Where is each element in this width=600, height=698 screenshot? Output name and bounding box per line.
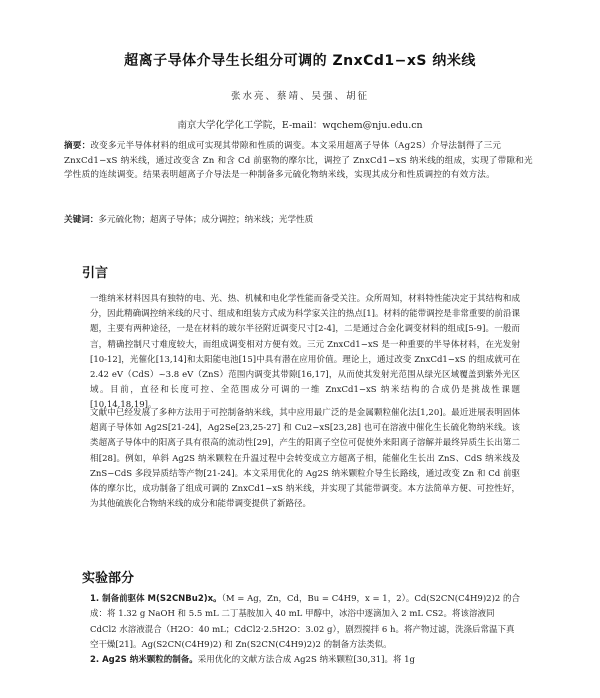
experimental-item-label: 1. 制备前驱体 M(S2CNBu2)x。 [90,594,222,604]
affiliation: 南京大学化学化工学院，E-mail：wqchem@nju.edu.cn [177,120,423,131]
intro-paragraph-2: 文献中已经发展了多种方法用于可控制备纳米线，其中应用最广泛的是金属颗粒催化法[1,20]。最近进展表明固体超离子导体如 Ag2S[21-24]，Ag2Se[23,25-27] 和 Cu2−xS[23,28] 也可在溶液中催化生长硫化物纳米线。该类超离子导体中的阳离子具有很高的流动性[29]，产生的阳离子空位可促使外来阳离子溶解并最终异质生长出第二相[28]。例如，单斜 Ag2S 纳米颗粒在升温过程中会转变成立方超离子相，能催化生长出 ZnS、CdS 纳米线及 ZnS−CdS 多段异质结等产物[21-24]。本文采用优化的 Ag2S 纳米颗粒介导生长路线，通过改变 Zn 和 Cd 前驱体的摩尔比，成功制备了组成可调的 ZnxCd1−xS 纳米线，并实现了其能带调变。本方法简单方便、可控性好，为其他硫族化合物纳米线的成分和能带调变提供了新路径。 [90,408,520,510]
experimental-item-text: 采用优化的文献方法合成 Ag2S 纳米颗粒[30,31]。将 1g [197,655,415,666]
section-heading-experimental: 实验部分 [82,571,135,586]
experimental-item [90,592,520,653]
experimental-item-label: 2. Ag2S 纳米颗粒的制备。 [90,655,198,666]
abstract [64,139,540,183]
abstract-text: 改变多元半导体材料的组成可实现其带隙和性质的调变。本文采用超离子导体（Ag2S）介导法制得了三元 ZnxCd1−xS 纳米线，通过改变含 Zn 和含 Cd 前驱物的摩尔比，调控了 ZnxCd1−xS 纳米线的组成，实现了带隙和光学性质的连续调变。结果表明超离子介导法是一种制备多元硫化物纳米线，实现其成分和性质调控的有效方法。 [64,141,533,180]
section-heading-introduction: 引言 [82,266,109,281]
keywords [64,213,540,225]
intro-paragraph-1: 一维纳米材料因具有独特的电、光、热、机械和电化学性能而备受关注。众所周知，材料特性能决定于其结构和成分，因此精确调控纳米线的尺寸、组成和组装方式成为科学家关注的热点[1]。材料的能带调控是非常重要的前沿课题，主要有两种途径，一是在材料的玻尔半径附近调变尺寸[2-4]，二是通过合金化调变材料的组成[5-9]。一般而言，精确控制尺寸难度较大，而组成调变相对方便有效。三元 ZnxCd1−xS 是一种重要的半导体材料，在光发射[10-12]，光催化[13,14]和太阳能电池[15]中具有潜在应用价值。理论上，通过改变 ZnxCd1−xS 的组成就可在 2.42 eV（CdS）~3.8 eV（ZnS）范围内调变其带隙[16,17]，从而使其发射光范围从绿光区域覆盖到紫外光区域。目前，直径和长度可控、全范围成分可调的一维 ZnxCd1−xS 纳米结构的合成仍是挑战性课题[10,14,18,19]。 [90,294,520,411]
experimental-item-text: （M = Ag，Zn，Cd，Bu = C4H9，x = 1，2）。Cd(S2CN(C4H9)2)2 的合成：将 1.32 g NaOH 和 5.5 mL 二丁基胺加入 40 mL 甲醇中，冰浴中逐滴加入 2 mL CS2。将该溶液同 CdCl2 水溶液混合（H2O：40 mL；CdCl2·2.5H2O：3.02 g），剧烈搅拌 6 h。将产物过滤，洗涤后常温下真空干燥[21]。Ag(S2CN(C4H9)2) 和 Zn(S2CN(C4H9)2)2 的制备方法类似。 [90,594,520,650]
experimental-item [90,653,520,668]
experimental-items [90,592,520,668]
keywords-text: 多元硫化物；超离子导体；成分调控；纳米线；光学性质 [98,215,314,225]
abstract-label: 摘要： [64,141,91,151]
keywords-label: 关键词： [64,215,99,225]
paper-title: 超离子导体介导生长组分可调的 ZnxCd1−xS 纳米线 [124,53,476,69]
author-list: 张水亮、蔡靖、吴强、胡征 [230,91,369,102]
